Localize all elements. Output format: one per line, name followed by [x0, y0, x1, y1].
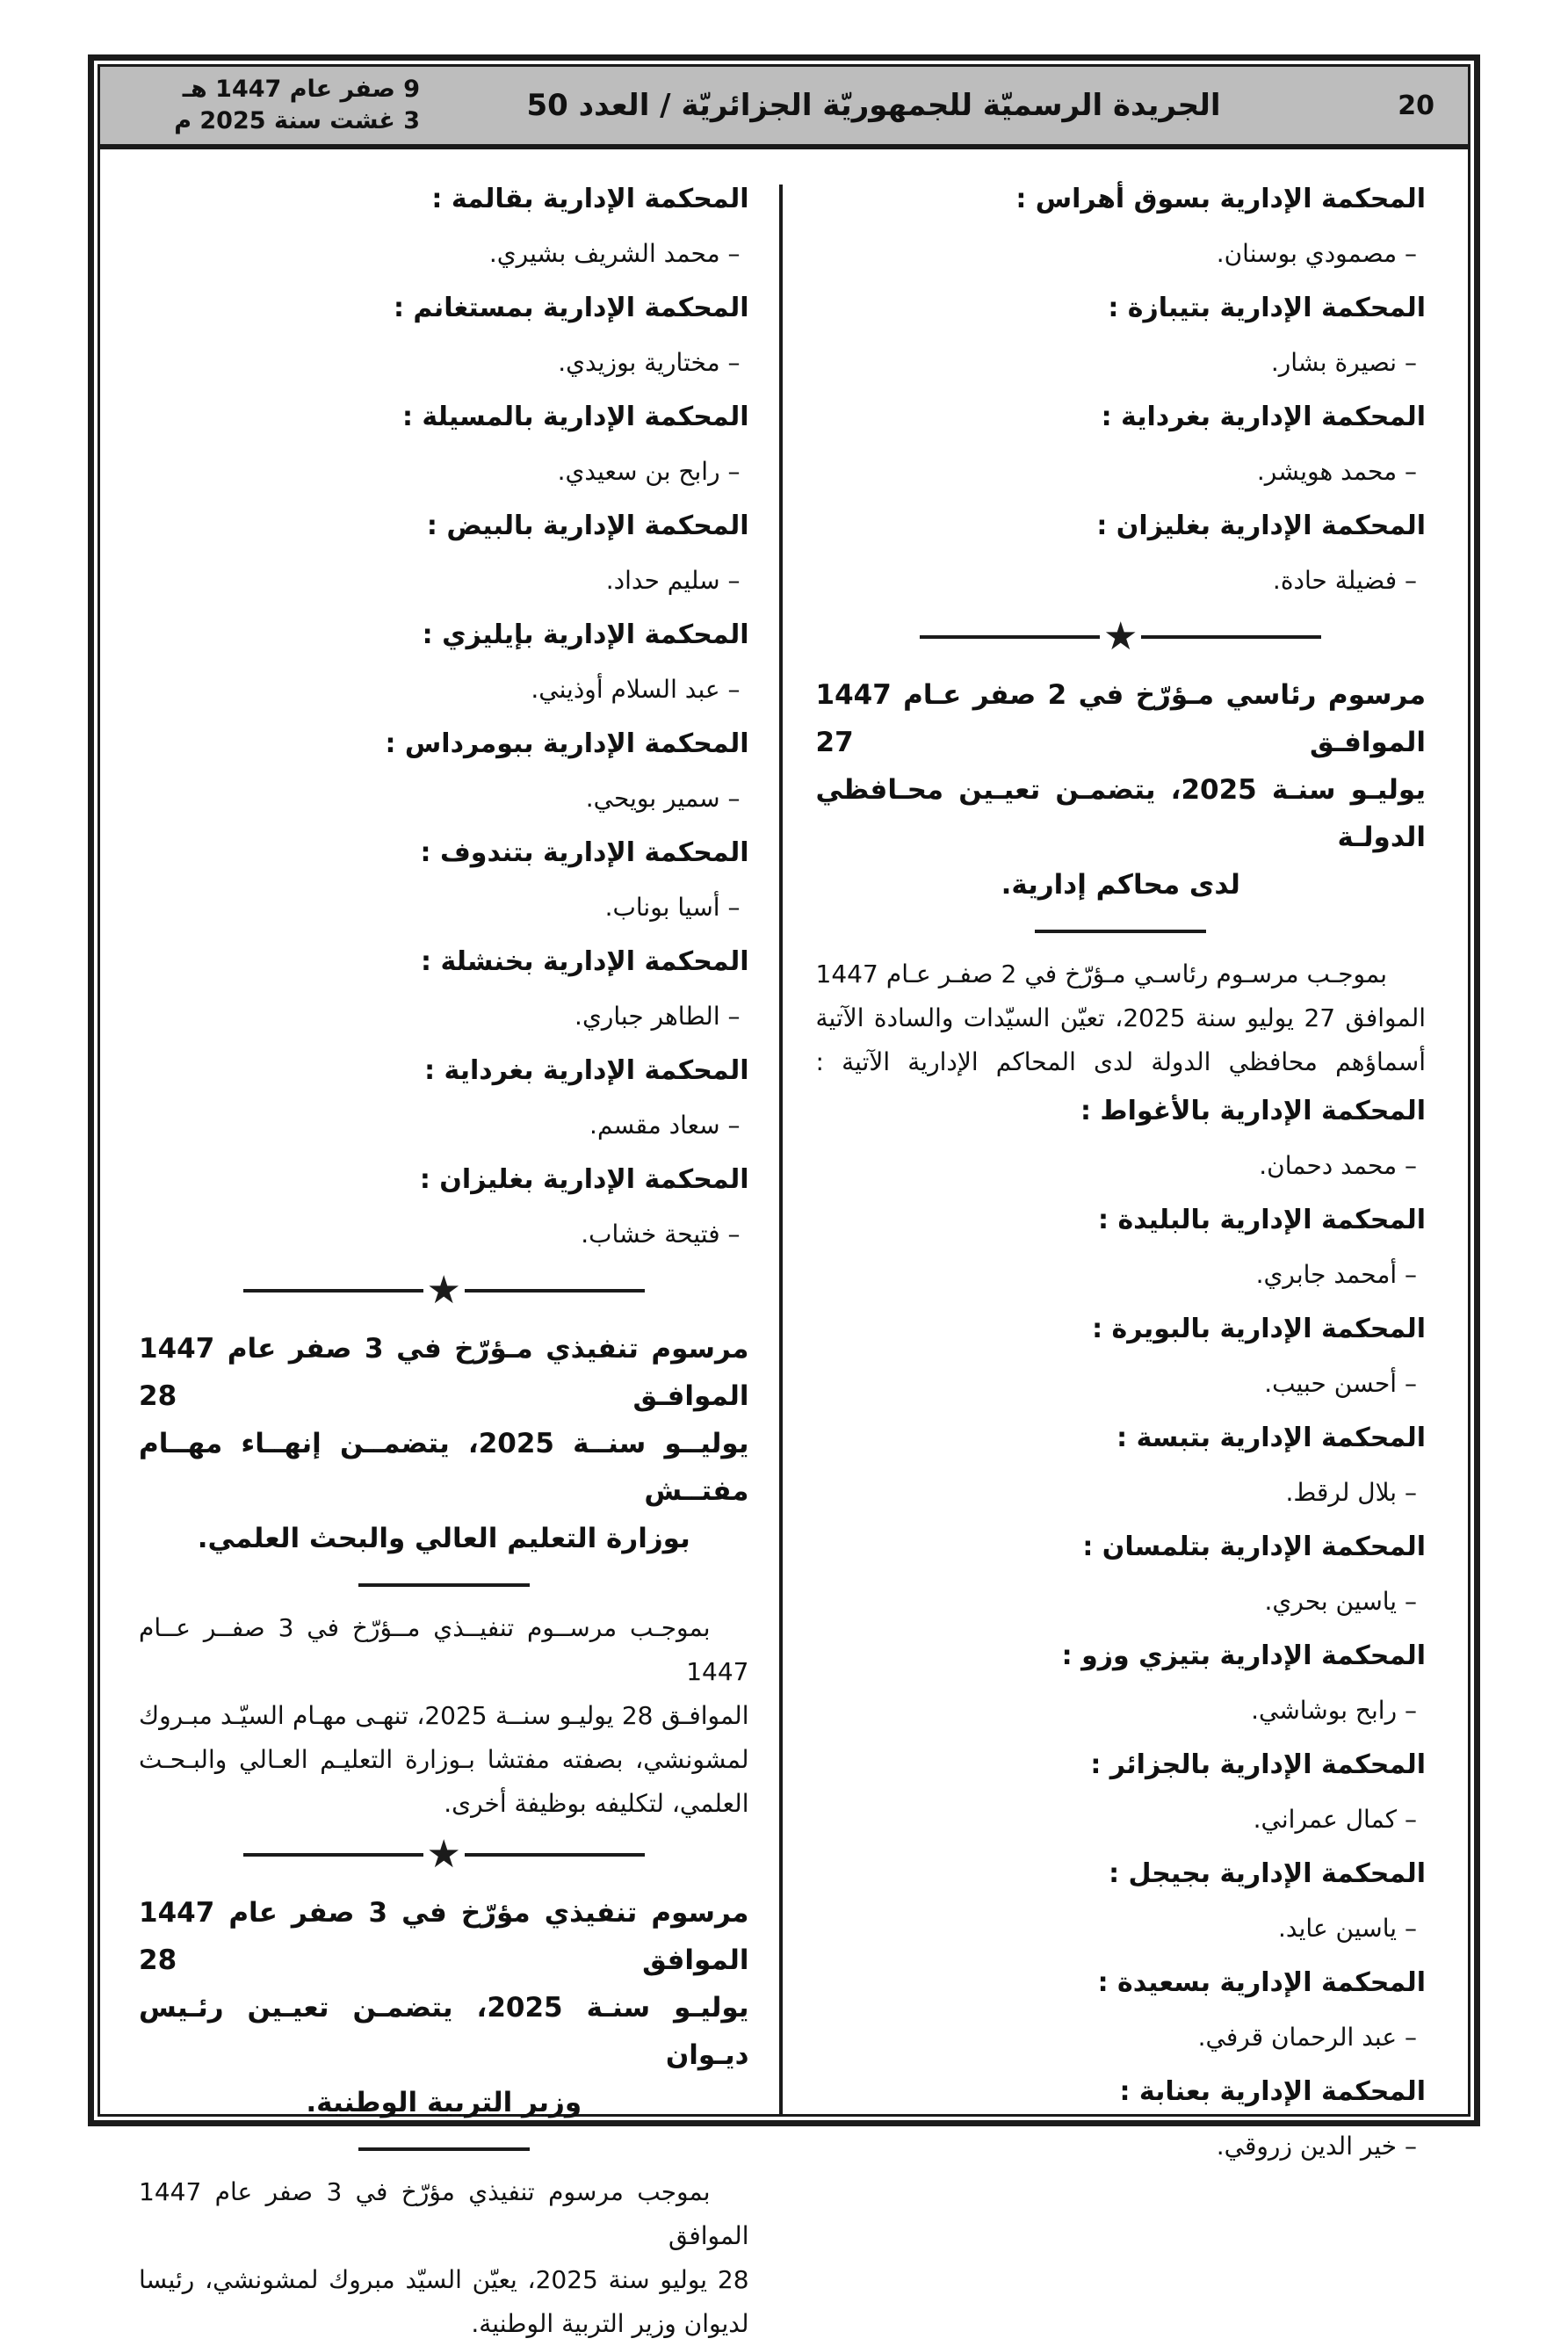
court-heading: المحكمة الإدارية بالبليدة :	[1098, 1205, 1426, 1235]
star-separator	[816, 608, 1427, 666]
decree-body-line: لمشونشي، بصفته مفتشا بـوزارة التعليـم العـالي والبـحـث	[139, 1745, 749, 1774]
court-heading: المحكمة الإدارية بجيجل :	[1109, 1858, 1426, 1889]
court-heading: المحكمة الإدارية بالبويرة :	[1092, 1314, 1426, 1344]
decree-body-line: العلمي، لتكليفه بوظيفة أخرى.	[444, 1789, 749, 1818]
court-heading: المحكمة الإدارية ببومرداس :	[385, 728, 749, 759]
court-name: – خير الدين زروقي.	[1216, 2132, 1417, 2161]
court-name: – سليم حداد.	[605, 566, 741, 595]
court-heading: المحكمة الإدارية بتندوف :	[420, 837, 749, 868]
gazette-title: الجريدة الرسميّة للجمهوريّة الجزائريّة / العدد 50	[526, 88, 1221, 123]
court-heading: المحكمة الإدارية بغليزان :	[419, 1164, 749, 1195]
star-icon: ★	[426, 1268, 461, 1313]
court-heading: المحكمة الإدارية بسعيدة :	[1097, 1967, 1426, 1998]
section-rule	[358, 1583, 530, 1587]
court-heading: المحكمة الإدارية بالبيض :	[426, 510, 749, 541]
decree-body-line: بموجب مرسوم تنفيذي مؤرّخ في 3 صفر عام 1447 الموافق	[139, 2177, 749, 2250]
court-name: – بلال لرقط.	[1285, 1478, 1417, 1507]
decree-body-line: 28 يوليو سنة 2025، يعيّن السيّد مبروك لمشونشي، رئيسا	[139, 2265, 749, 2294]
court-name: – محمد دحمان.	[1259, 1151, 1417, 1180]
decree-heading-line: يوليـو سنـة 2025، يتضمـن تعيـين رئـيس ديـوان	[139, 1992, 749, 2071]
court-name: – رابح بوشاشي.	[1251, 1696, 1417, 1725]
star-separator	[139, 1826, 749, 1884]
court-heading: المحكمة الإدارية بتيبازة :	[1108, 293, 1426, 323]
court-heading: المحكمة الإدارية بتلمسان :	[1082, 1531, 1426, 1562]
decree-heading	[816, 671, 1427, 909]
court-name: – ياسين بحري.	[1264, 1587, 1417, 1616]
decree-body-line: بموجـب مرسـوم رئاسـي مـؤرّخ في 2 صفـر عـام 1447	[815, 959, 1387, 988]
court-heading: المحكمة الإدارية بغرداية :	[424, 1055, 749, 1086]
decree-body	[816, 952, 1427, 1084]
separator-line	[465, 1289, 645, 1292]
date-hijri: 9 صفر عام 1447 هـ	[182, 76, 420, 103]
court-heading: المحكمة الإدارية بتبسة :	[1116, 1423, 1426, 1453]
court-name: – رابح بن سعيدي.	[557, 457, 741, 486]
decree-body	[139, 2170, 749, 2346]
page-frame	[88, 54, 1480, 2338]
separator-line	[1141, 635, 1321, 639]
separator-line	[243, 1853, 423, 1857]
court-name: – نصيرة بشار.	[1270, 348, 1417, 377]
court-heading: المحكمة الإدارية بإيليزي :	[422, 619, 749, 650]
court-name: – سمير بويحي.	[585, 784, 741, 813]
court-name: – أحسن حبيب.	[1264, 1369, 1417, 1398]
decree-body-line: بموجـب مرســوم تنفيــذي مــؤرّخ في 3 صفــر عــام 1447	[139, 1613, 749, 1686]
court-heading: المحكمة الإدارية بغرداية :	[1101, 402, 1426, 432]
court-name: – أمحمد جابري.	[1255, 1260, 1417, 1289]
court-heading: المحكمة الإدارية بمستغانم :	[393, 293, 749, 323]
decree-heading-line: يوليــو سنــة 2025، يتضمــن إنهــاء مهــام مفتــش	[139, 1428, 749, 1507]
decree-heading-line: يوليـو سنـة 2025، يتضمـن تعيـين محـافظي الدولـة	[815, 774, 1426, 853]
header-band	[100, 67, 1468, 149]
court-name: – فتيحة خشاب.	[581, 1220, 741, 1249]
separator-line	[920, 635, 1100, 639]
decree-heading-line: مرسوم تنفيذي مؤرّخ في 3 صفر عام 1447 الموافق 28	[139, 1897, 749, 1976]
header-dates	[100, 74, 420, 137]
star-separator	[139, 1262, 749, 1320]
court-name: – عبد السلام أوذيني.	[531, 675, 741, 704]
court-name: – أسيا بوناب.	[604, 893, 741, 922]
section-rule	[1035, 930, 1206, 933]
decree-heading	[139, 1889, 749, 2126]
court-heading: المحكمة الإدارية بالمسيلة :	[401, 402, 749, 432]
decree-heading-line: مرسوم رئاسي مـؤرّخ في 2 صفر عـام 1447 الموافـق 27	[815, 679, 1427, 758]
column-right	[783, 149, 1469, 2161]
page-number: 20	[1398, 90, 1434, 121]
decree-body-line: أسماؤهم محافظي الدولة لدى المحاكم الإدارية الآتية :	[815, 1047, 1426, 1076]
court-heading: المحكمة الإدارية بتيزي وزو :	[1061, 1640, 1426, 1671]
court-heading: المحكمة الإدارية بقالمة :	[431, 184, 749, 214]
court-name: – مصمودي بوسنان.	[1216, 239, 1417, 268]
section-rule	[358, 2147, 530, 2151]
court-name: – مختارية بوزيدي.	[558, 348, 741, 377]
decree-heading-line: بوزارة التعليم العالي والبحث العلمي.	[197, 1523, 690, 1554]
court-name: – الطاهر جباري.	[574, 1002, 741, 1031]
decree-body-line: لديوان وزير التربية الوطنية.	[471, 2309, 749, 2338]
decree-heading	[139, 1325, 749, 1562]
court-name: – محمد هويشر.	[1256, 457, 1417, 486]
decree-body-line: الموافق 27 يوليو سنة 2025، تعيّن السيّدات والسادة الآتية	[815, 1003, 1427, 1032]
court-heading: المحكمة الإدارية بغليزان :	[1096, 510, 1426, 541]
court-heading: المحكمة الإدارية بعنابة :	[1119, 2076, 1426, 2107]
content-columns	[100, 149, 1468, 2338]
decree-heading-line: لدى محاكم إدارية.	[1001, 869, 1240, 901]
decree-heading-line: مرسوم تنفيذي مـؤرّخ في 3 صفر عام 1447 الموافـق 28	[139, 1333, 749, 1412]
column-left	[100, 149, 779, 2338]
date-gregorian: 3 غشت سنة 2025 م	[174, 107, 420, 134]
separator-line	[243, 1289, 423, 1292]
decree-body-line: الموافـق 28 يوليـو سنــة 2025، تنهـى مهـام السيّـد مبـروك	[139, 1701, 749, 1730]
court-heading: المحكمة الإدارية بخنشلة :	[421, 946, 749, 977]
court-heading: المحكمة الإدارية بسوق أهراس :	[1015, 184, 1426, 214]
court-name: – محمد الشريف بشيري.	[488, 239, 741, 268]
separator-line	[465, 1853, 645, 1857]
page-inner-frame	[98, 64, 1470, 2338]
star-icon: ★	[426, 1832, 461, 1877]
decree-body	[139, 1606, 749, 1826]
court-name: – عبد الرحمان قرفي.	[1197, 2023, 1417, 2052]
court-name: – سعاد مقسم.	[589, 1111, 741, 1140]
court-name: – كمال عمراني.	[1253, 1805, 1417, 1834]
court-heading: المحكمة الإدارية بالجزائر :	[1090, 1749, 1426, 1780]
decree-heading-line: وزير التربية الوطنية.	[306, 2087, 582, 2118]
column-divider	[779, 185, 783, 2114]
star-icon: ★	[1103, 614, 1138, 659]
court-name: – فضيلة حادة.	[1272, 566, 1417, 595]
court-heading: المحكمة الإدارية بالأغواط :	[1080, 1096, 1426, 1126]
court-name: – ياسين عايد.	[1278, 1914, 1417, 1943]
